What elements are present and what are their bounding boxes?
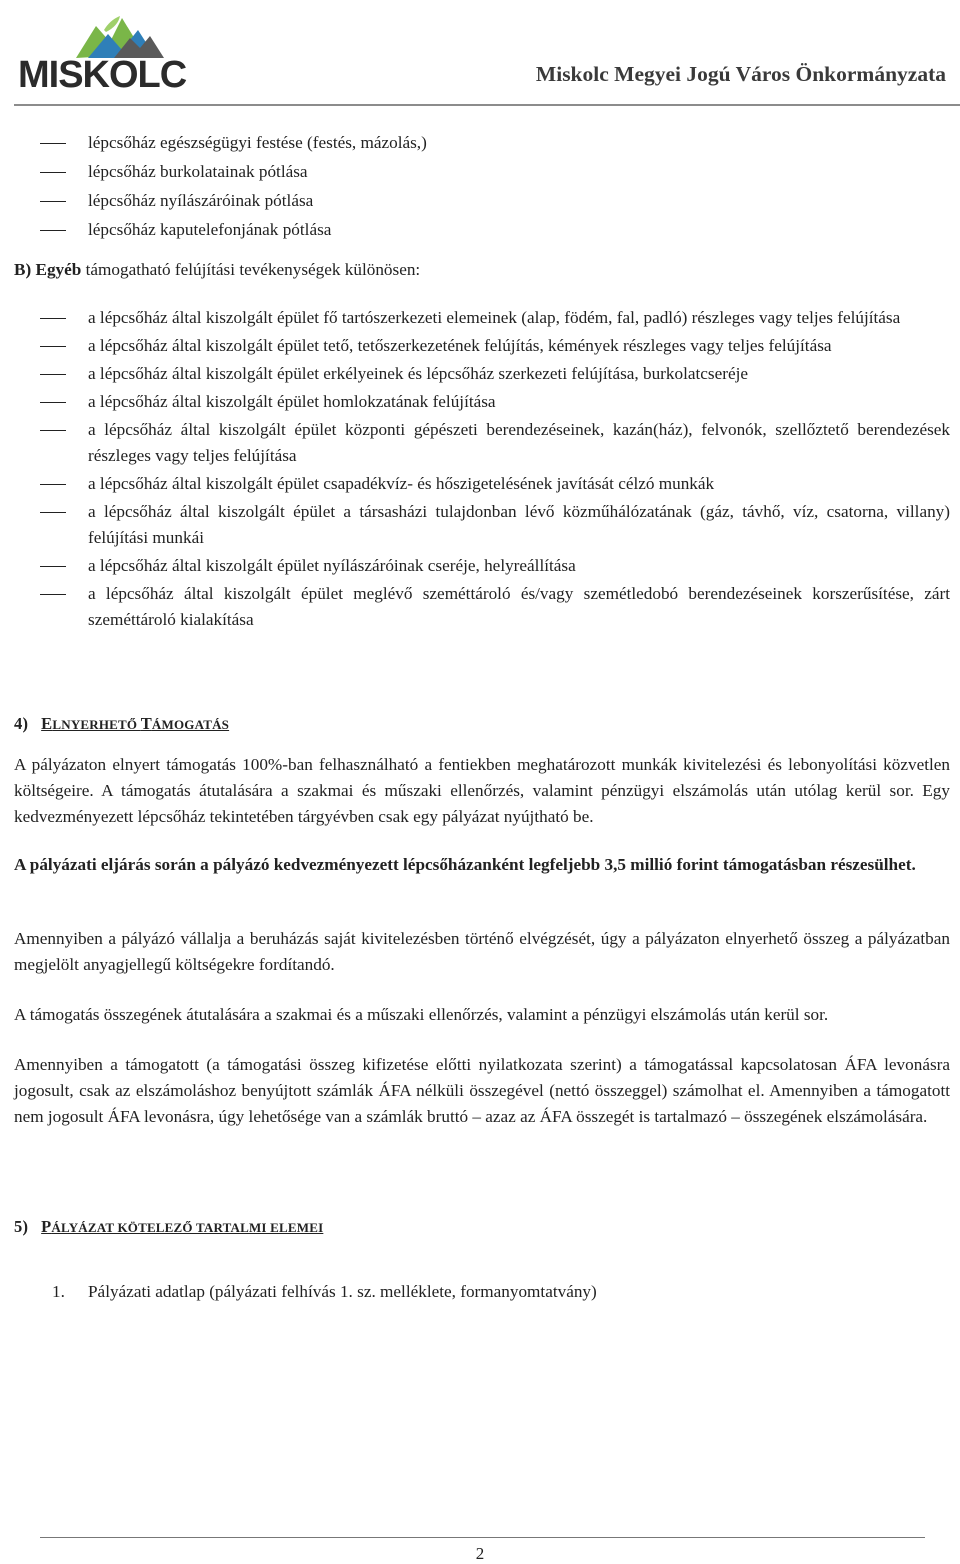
list-item: a lépcsőház által kiszolgált épület központi gépészeti berendezéseinek, kazán(ház), felvonók, szellőztető berendezések részleges vagy teljes felújítása [14,417,950,469]
list-item: a lépcsőház által kiszolgált épület homlokzatának felújítása [14,389,950,415]
list-item: a lépcsőház által kiszolgált épület meglévő szeméttároló és/vagy szemétledobó berendezéseinek korszerűsítése, zárt szeméttároló kialakítása [14,581,950,633]
section-5-heading: 5) PÁLYÁZAT KÖTELEZŐ TARTALMI ELEMEI [14,1217,324,1236]
dash-bullet [40,318,66,319]
renovation-list-b [14,305,950,633]
paragraph: Amennyiben a támogatott (a támogatási összeg kifizetése előtti nyilatkozata szerint) a támogatással kapcsolatosan ÁFA levonásra jogosult, csak az elszámoláshoz benyújtott számlák ÁFA nélküli összegével (nettó összeggel) számolhat el. Amennyiben a támogatott nem jogosult ÁFA levonásra, úgy lehetősége van a számlák bruttó – azaz az ÁFA összegét is tartalmazó – összegének elszámolására. [14,1055,950,1126]
page-number: 2 [475,1544,485,1563]
list-item: a lépcsőház által kiszolgált épület fő tartószerkezeti elemeinek (alap, födém, fal, padló) részleges vagy teljes felújítása [14,305,950,331]
dash-bullet [40,512,66,513]
section-b-title: B) Egyéb támogatható felújítási tevékenységek különösen: [14,260,421,279]
list-item: a lépcsőház által kiszolgált épület erkélyeinek és lépcsőház szerkezeti felújítása, burkolatcseréje [14,361,950,387]
dash-bullet [40,402,66,403]
list-item: lépcsőház burkolatainak pótlása [14,159,950,185]
list-item: a lépcsőház által kiszolgált épület nyílászáróinak cseréje, helyreállítása [14,553,950,579]
list-item: a lépcsőház által kiszolgált épület tető, tetőszerkezetének felújítás, kémények részleges vagy teljes felújítása [14,333,950,359]
required-elements-list [14,1279,950,1305]
logo-text: MISKOLC [18,54,187,96]
list-item: a lépcsőház által kiszolgált épület csapadékvíz- és hőszigetelésének javítását célzó munkák [14,471,950,497]
page-header [0,0,960,108]
footer-divider [40,1537,925,1538]
dash-bullet [40,430,66,431]
section-4-heading: 4) ELNYERHETŐ TÁMOGATÁS [14,714,230,733]
dash-bullet [40,346,66,347]
list-item: a lépcsőház által kiszolgált épület a társasházi tulajdonban lévő közműhálózatának (gáz, távhő, víz, csatorna, villany) felújítási munkái [14,499,950,551]
dash-bullet [40,172,66,173]
list-item: lépcsőház egészségügyi festése (festés, mázolás,) [14,130,950,156]
dash-bullet [40,230,66,231]
paragraph: Amennyiben a pályázó vállalja a beruházás saját kivitelezésben történő elvégzését, úgy a pályázaton elnyerhető összeg a pályázatban megjelölt anyagjellegű költségekre fordítandó. [14,929,950,974]
organization-name: Miskolc Megyei Jogú Város Önkormányzata [535,62,946,86]
paragraph-bold: A pályázati eljárás során a pályázó kedvezményezett lépcsőházanként legfeljebb 3,5 millió forint támogatásban részesülhet. [14,855,916,874]
list-item: lépcsőház kaputelefonjának pótlása [14,217,950,243]
renovation-list-a [14,130,950,243]
document-body [14,130,950,1305]
paragraph: A támogatás összegének átutalására a szakmai és a műszaki ellenőrzés, valamint a pénzügyi elszámolás után kerül sor. [14,1005,829,1024]
list-item: lépcsőház nyílászáróinak pótlása [14,188,950,214]
paragraph: A pályázaton elnyert támogatás 100%-ban felhasználható a fentiekben meghatározott munkák kivitelezési és lebonyolítási közvetlen költségeire. A támogatás átutalására a szakmai és műszaki ellenőrzés, valamint pénzügyi elszámolás után utólag kerül sor. Egy kedvezményezett lépcsőház tekintetében tárgyévben csak egy pályázat nyújtható be. [14,755,950,826]
dash-bullet [40,594,66,595]
dash-bullet [40,143,66,144]
header-divider [14,104,960,106]
dash-bullet [40,201,66,202]
dash-bullet [40,374,66,375]
miskolc-logo [18,8,208,100]
dash-bullet [40,566,66,567]
list-item: 1. Pályázati adatlap (pályázati felhívás 1. sz. melléklete, formanyomtatvány) [52,1282,597,1301]
dash-bullet [40,484,66,485]
